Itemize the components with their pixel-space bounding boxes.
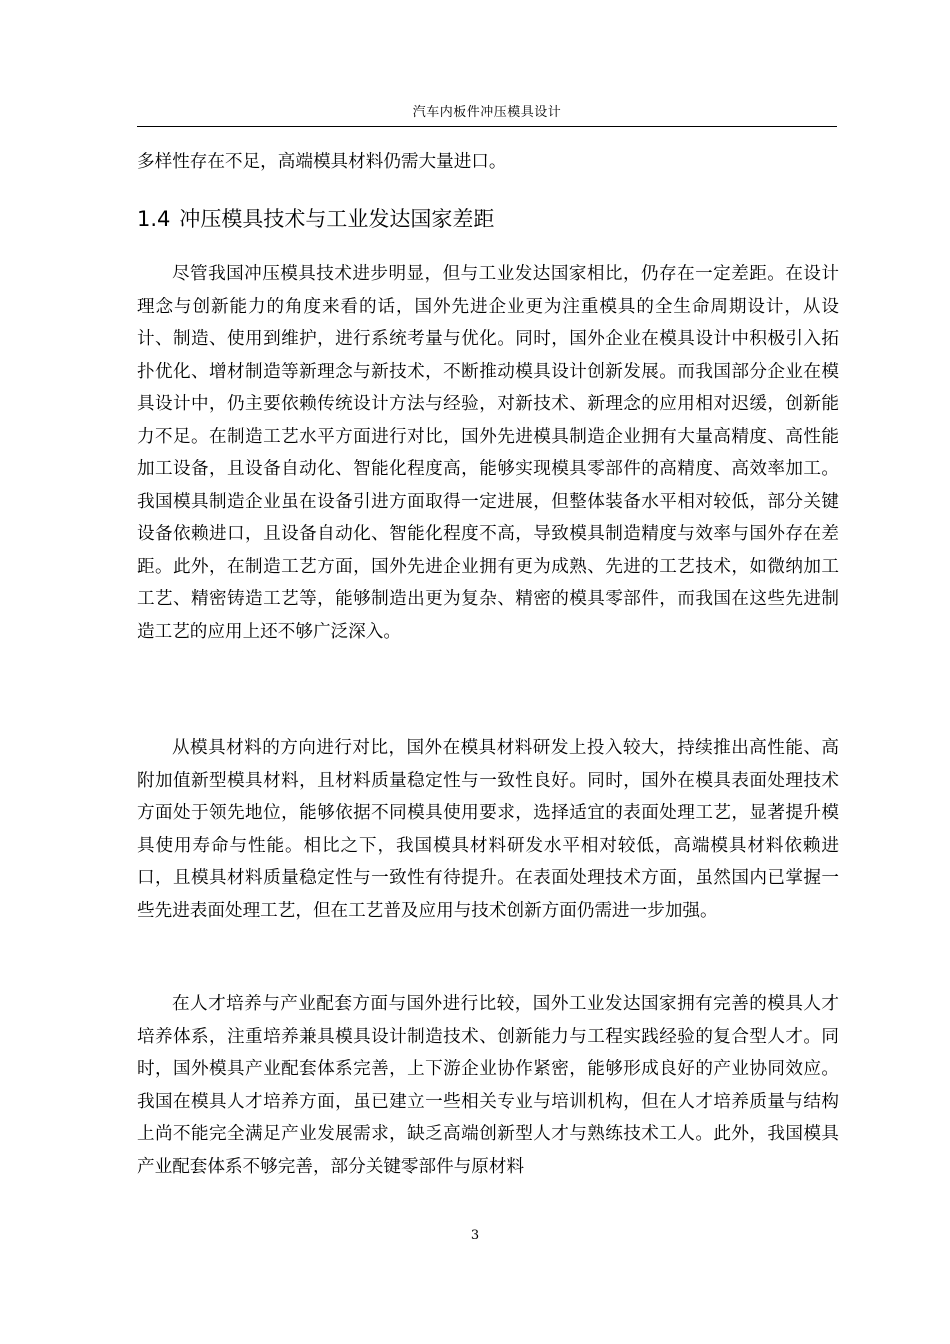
- paragraph-1: 尽管我国冲压模具技术进步明显，但与工业发达国家相比，仍存在一定差距。在设计理念与创新能力的角度来看的话，国外先进企业更为注重模具的全生命周期设计，从设计、制造、使用到维护，进行系统考量与优化。同时，国外企业在模具设计中积极引入拓扑优化、增材制造等新理念与新技术，不断推动模具设计创新发展。而我国部分企业在模具设计中，仍主要依赖传统设计方法与经验，对新技术、新理念的应用相对迟缓，创新能力不足。在制造工艺水平方面进行对比，国外先进模具制造企业拥有大量高精度、高性能加工设备，且设备自动化、智能化程度高，能够实现模具零部件的高精度、高效率加工。我国模具制造企业虽在设备引进方面取得一定进展，但整体装备水平相对较低，部分关键设备依赖进口，且设备自动化、智能化程度不高，导致模具制造精度与效率与国外存在差距。此外，在制造工艺方面，国外先进企业拥有更为成熟、先进的工艺技术，如微纳加工工艺、精密铸造工艺等，能够制造出更为复杂、精密的模具零部件，而我国在这些先进制造工艺的应用上还不够广泛深入。: [137, 264, 839, 642]
- running-header: 汽车内板件冲压模具设计: [412, 105, 562, 120]
- header-rule: [137, 126, 837, 127]
- paragraph-3: 在人才培养与产业配套方面与国外进行比较，国外工业发达国家拥有完善的模具人才培养体系，注重培养兼具模具设计制造技术、创新能力与工程实践经验的复合型人才。同时，国外模具产业配套体系完善，上下游企业协作紧密，能够形成良好的产业协同效应。我国在模具人才培养方面，虽已建立一些相关专业与培训机构，但在人才培养质量与结构上尚不能完全满足产业发展需求，缺乏高端创新型人才与熟练技术工人。此外，我国模具产业配套体系不够完善，部分关键零部件与原材料: [137, 994, 839, 1177]
- section-number: 1.4: [137, 207, 171, 231]
- continuation-text: 多样性存在不足，高端模具材料仍需大量进口。: [137, 152, 507, 172]
- paragraph-2: 从模具材料的方向进行对比，国外在模具材料研发上投入较大，持续推出高性能、高附加值新型模具材料，且材料质量稳定性与一致性良好。同时，国外在模具表面处理技术方面处于领先地位，能够依据不同模具使用要求，选择适宜的表面处理工艺，显著提升模具使用寿命与性能。相比之下，我国模具材料研发水平相对较低，高端模具材料依赖进口，且模具材料质量稳定性与一致性有待提升。在表面处理技术方面，虽然国内已掌握一些先进表面处理工艺，但在工艺普及应用与技术创新方面仍需进一步加强。: [137, 738, 839, 921]
- section-heading: [137, 203, 494, 235]
- section-title: 冲压模具技术与工业发达国家差距: [179, 207, 495, 231]
- page-number: 3: [470, 1228, 480, 1243]
